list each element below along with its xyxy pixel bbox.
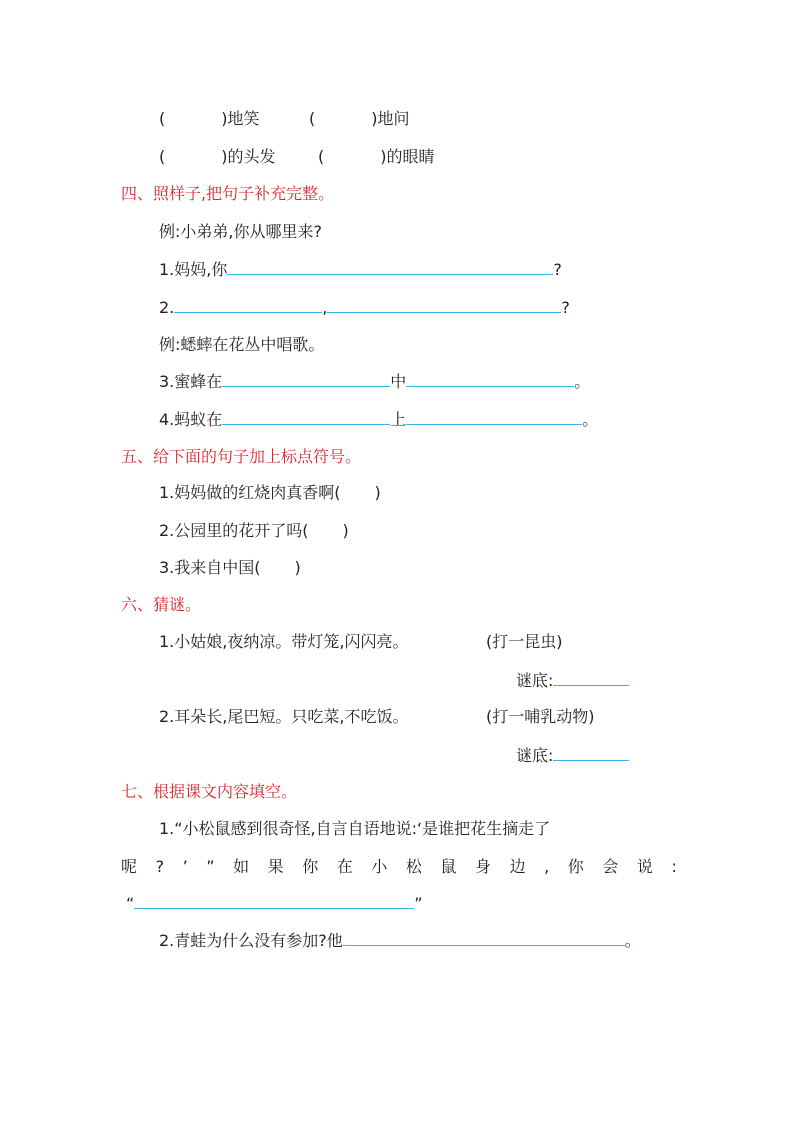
riddle-2: 2.耳朵长,尾巴短。只吃菜,不吃饭。 [159, 707, 409, 726]
blank-riddle-1[interactable] [553, 671, 629, 686]
fill-pair-row-2b: ( )的眼睛 [318, 147, 435, 166]
section-5-heading: 五、给下面的句子加上标点符号。 [121, 447, 362, 466]
blank-4-2a[interactable] [174, 298, 322, 313]
item-7-1-line-c: “ ” [126, 894, 423, 913]
item-4-4: 4.蚂蚁在 上 。 [159, 410, 599, 429]
item-7-2: 2.青蛙为什么没有参加?他 。 [159, 931, 641, 950]
item-7-1-line-b: 呢 ? ’ ” 如 果 你 在 小 松 鼠 身 边 , 你 会 说 : [121, 857, 677, 876]
riddle-1-answer: 谜底: [516, 670, 629, 692]
blank-7-1[interactable] [134, 894, 414, 909]
item-4-1: 1.妈妈,你 ? [159, 260, 562, 279]
fill-pair-row-1: ( )地笑 [159, 109, 260, 128]
riddle-2-answer: 谜底: [516, 745, 629, 767]
riddle-1-hint: (打一昆虫) [486, 632, 563, 651]
word-dixiao: 地笑 [227, 109, 260, 128]
item-4-3: 3.蜜蜂在 中 。 [159, 372, 591, 391]
riddle-1: 1.小姑娘,夜纳凉。带灯笼,闪闪亮。 [159, 632, 409, 651]
fill-pair-row-2: ( )的头发 [159, 147, 276, 166]
example-2: 例:蟋蟀在花丛中唱歌。 [159, 335, 325, 354]
blank-4-3b[interactable] [406, 372, 574, 387]
section-6-heading: 六、猜谜。 [121, 595, 202, 614]
item-4-2: 2. , ? [159, 298, 570, 317]
section-4-heading: 四、照样子,把句子补充完整。 [121, 184, 335, 203]
blank-riddle-2[interactable] [553, 746, 629, 761]
item-5-2: 2.公园里的花开了吗( ) [159, 521, 349, 540]
word-toufa: 的头发 [227, 147, 276, 166]
item-7-1-line-a: 1.“小松鼠感到很奇怪,自言自语地说:‘是谁把花生摘走了 [159, 819, 551, 838]
item-5-3: 3.我来自中国( ) [159, 558, 301, 577]
word-diwen: 地问 [377, 109, 410, 128]
item-5-1: 1.妈妈做的红烧肉真香啊( ) [159, 483, 381, 502]
blank-4-3a[interactable] [222, 372, 390, 387]
word-yanjing: 的眼睛 [386, 147, 435, 166]
blank-7-2[interactable] [343, 931, 625, 946]
riddle-2-hint: (打一哺乳动物) [486, 707, 595, 726]
blank-4-1[interactable] [227, 260, 553, 275]
blank-4-2b[interactable] [327, 298, 561, 313]
blank-4-4b[interactable] [406, 410, 582, 425]
blank-4-4a[interactable] [222, 410, 390, 425]
example-1: 例:小弟弟,你从哪里来? [159, 222, 322, 241]
fill-pair-row-1b: ( )地问 [309, 109, 410, 128]
section-7-heading: 七、根据课文内容填空。 [121, 782, 298, 801]
